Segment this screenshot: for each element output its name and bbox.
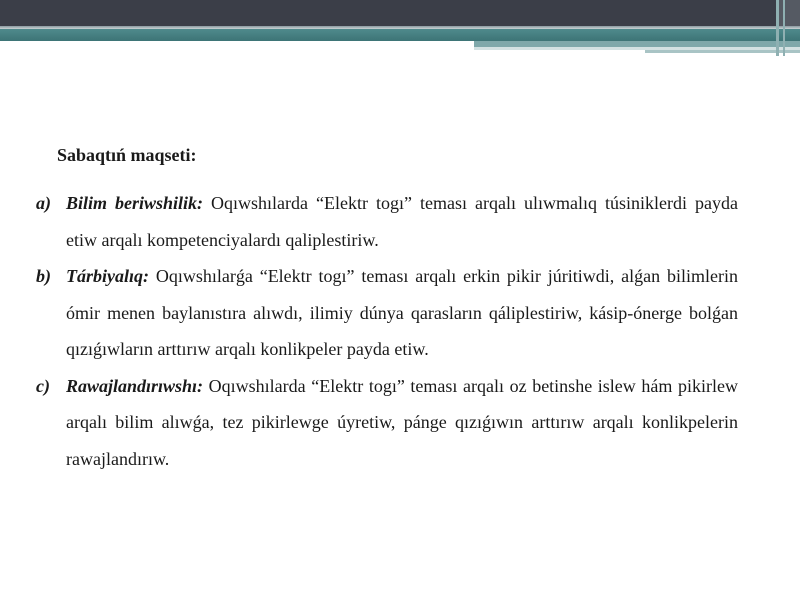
item-marker: a)	[36, 193, 51, 213]
slide-heading: Sabaqtıń maqseti:	[57, 145, 197, 165]
item-text: Oqıwshılarda “Elektr togı” teması arqalı ulıwmalıq túsiniklerdi payda etiw arqalı kompetenciyalardı qaliplestiriw.	[66, 193, 738, 250]
list-item	[36, 368, 738, 478]
item-marker: b)	[36, 266, 51, 286]
objectives-list	[36, 185, 738, 477]
item-label: Bilim beriwshilik:	[66, 193, 212, 213]
item-text: Oqıwshılarǵa “Elektr togı” teması arqalı erkin pikir júritiwdi, alǵan bilimlerin ómir menen baylanıstıra alıwdı, ilimiy dúnya qarasların qáliplestiriw, kásip-ónerge bolǵan qızıǵıwların arttırıw arqalı konlikpeler payda etiw.	[66, 266, 738, 359]
list-item	[36, 185, 738, 258]
item-text: Oqıwshılarda “Elektr togı” teması arqalı oz betinshe islew hám pikirlew arqalı bilim alıwǵa, tez pikirlewge úyretiw, pánge qızıǵıwın arttırıw arqalı konlikpelerin rawajlandırıw.	[66, 375, 738, 469]
header-teal-band	[0, 29, 800, 41]
header-vertical-accent	[776, 0, 779, 56]
header-vertical-accent-2	[783, 0, 785, 56]
list-item	[36, 258, 738, 368]
item-marker: c)	[36, 375, 50, 396]
item-label: Tárbiyalıq:	[66, 266, 156, 286]
item-label: Rawajlandırıwshı:	[66, 375, 209, 396]
header-dark-band-end	[778, 0, 800, 26]
header-dark-band	[0, 0, 778, 26]
